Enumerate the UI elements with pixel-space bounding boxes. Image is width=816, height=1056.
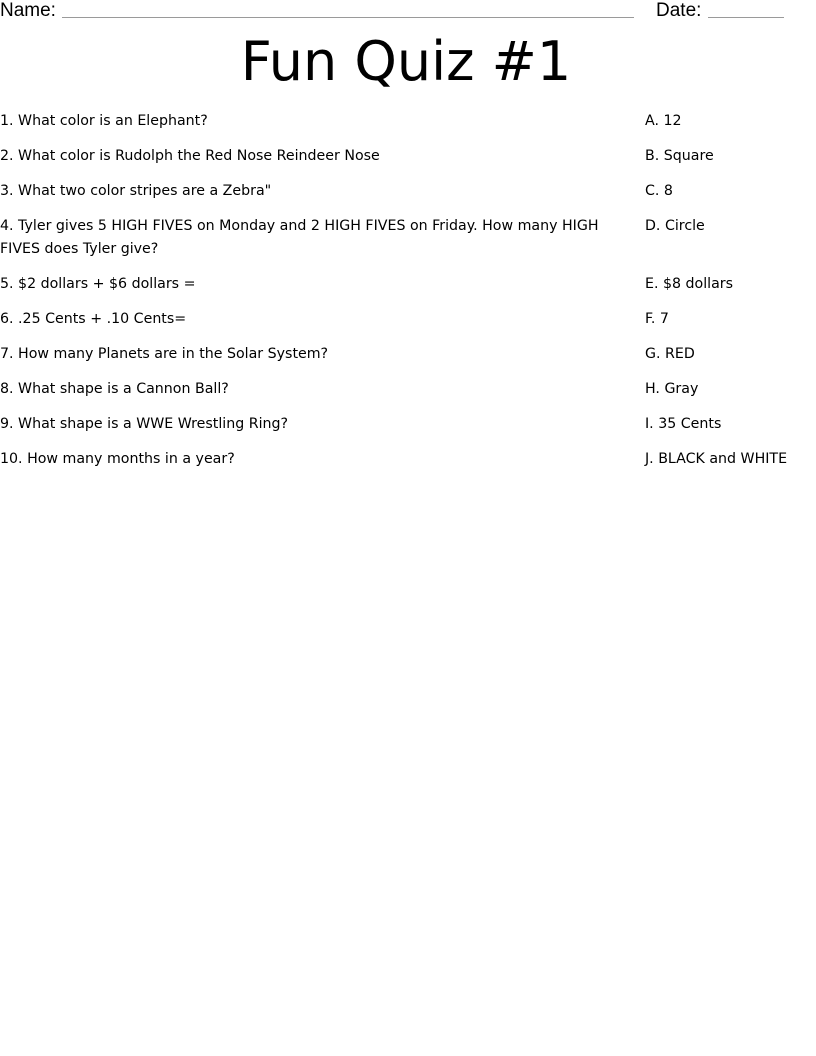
answer-option: J. BLACK and WHITE	[645, 451, 788, 467]
question-text: 10. How many months in a year?	[0, 451, 235, 467]
question-text: 8. What shape is a Cannon Ball?	[0, 381, 229, 397]
quiz-list	[0, 110, 816, 483]
quiz-row	[0, 180, 816, 203]
answer-option: G. RED	[645, 346, 695, 362]
quiz-row	[0, 413, 816, 436]
question-text: 2. What color is Rudolph the Red Nose Reindeer Nose	[0, 148, 380, 164]
answer-option: D. Circle	[645, 218, 705, 234]
header-row	[0, 0, 816, 24]
quiz-row	[0, 215, 816, 261]
question-text: 4. Tyler gives 5 HIGH FIVES on Monday and 2 HIGH FIVES on Friday. How many HIGH FIVES does Tyler give?	[0, 218, 599, 257]
question-text: 3. What two color stripes are a Zebra"	[0, 183, 272, 199]
answer-option: B. Square	[645, 148, 714, 164]
name-label: Name:	[0, 0, 56, 21]
date-label: Date:	[656, 0, 702, 21]
question-text: 1. What color is an Elephant?	[0, 113, 208, 129]
question-text: 5. $2 dollars + $6 dollars =	[0, 276, 196, 292]
question-text: 6. .25 Cents + .10 Cents=	[0, 311, 187, 327]
quiz-row	[0, 110, 816, 133]
question-text: 9. What shape is a WWE Wrestling Ring?	[0, 416, 289, 432]
quiz-row	[0, 378, 816, 401]
quiz-row	[0, 343, 816, 366]
quiz-row	[0, 273, 816, 296]
name-field-line[interactable]	[62, 17, 634, 18]
date-field-line[interactable]	[708, 17, 784, 18]
quiz-row	[0, 308, 816, 331]
answer-option: F. 7	[645, 311, 669, 327]
answer-option: I. 35 Cents	[645, 416, 722, 432]
question-text: 7. How many Planets are in the Solar System?	[0, 346, 329, 362]
quiz-row	[0, 448, 816, 471]
answer-option: E. $8 dollars	[645, 276, 734, 292]
quiz-row	[0, 145, 816, 168]
answer-option: H. Gray	[645, 381, 699, 397]
page-title: Fun Quiz #1	[240, 30, 572, 93]
answer-option: A. 12	[645, 113, 682, 129]
answer-option: C. 8	[645, 183, 673, 199]
